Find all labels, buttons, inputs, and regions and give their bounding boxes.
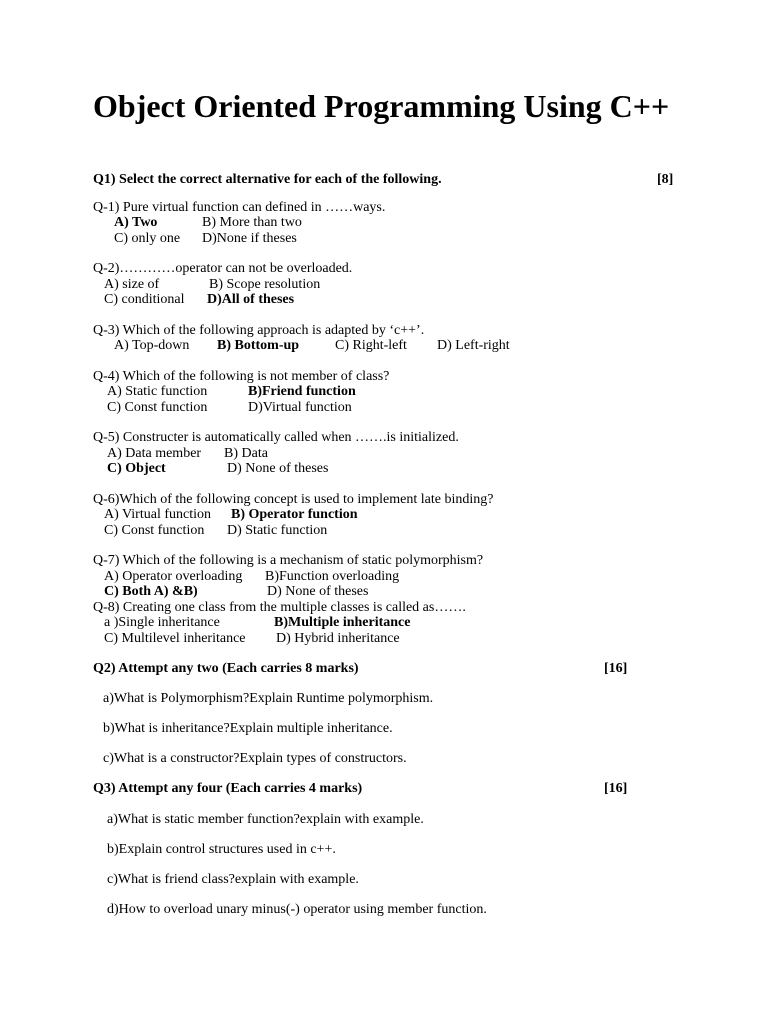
question-7-option-c: C) Both A) &B) — [104, 584, 198, 599]
q3-item-b: b)Explain control structures used in c++. — [107, 842, 336, 857]
question-5-option-c: C) Object — [107, 461, 166, 476]
q2-item-b: b)What is inheritance?Explain multiple inheritance. — [103, 721, 393, 736]
question-1-text: Q-1) Pure virtual function can defined in ……ways. — [93, 200, 386, 215]
question-2-option-a: A) size of — [104, 277, 160, 292]
q2-marks: [16] — [604, 661, 628, 676]
question-8-option-b: B)Multiple inheritance — [274, 615, 411, 630]
question-8-text: Q-8) Creating one class from the multiple classes is called as……. — [93, 600, 466, 615]
question-8-option-c: C) Multilevel inheritance — [104, 631, 246, 646]
question-4-option-d: D)Virtual function — [248, 400, 352, 415]
question-4-option-a: A) Static function — [107, 384, 208, 399]
q2-item-a: a)What is Polymorphism?Explain Runtime polymorphism. — [103, 691, 434, 706]
question-2-option-d: D)All of theses — [207, 292, 295, 307]
question-3-option-b: B) Bottom-up — [217, 338, 300, 353]
question-5-option-d: D) None of theses — [227, 461, 329, 476]
question-5-option-b: B) Data — [224, 446, 268, 461]
question-8-option-d: D) Hybrid inheritance — [276, 631, 400, 646]
question-7-option-a: A) Operator overloading — [104, 569, 243, 584]
question-2-option-c: C) conditional — [104, 292, 185, 307]
q2-heading: Q2) Attempt any two (Each carries 8 marks) — [93, 661, 359, 676]
question-2-option-b: B) Scope resolution — [209, 277, 321, 292]
question-1-option-c: C) only one — [114, 231, 181, 246]
question-4-text: Q-4) Which of the following is not member of class? — [93, 369, 390, 384]
q3-item-a: a)What is static member function?explain with example. — [107, 812, 424, 827]
question-5-text: Q-5) Constructer is automatically called when …….is initialized. — [93, 430, 459, 445]
question-6-option-c: C) Const function — [104, 523, 205, 538]
question-7-option-d: D) None of theses — [267, 584, 369, 599]
q3-item-d: d)How to overload unary minus(-) operator using member function. — [107, 902, 487, 917]
question-4-option-b: B)Friend function — [248, 384, 356, 399]
question-3-option-a: A) Top-down — [114, 338, 190, 353]
question-5-option-a: A) Data member — [107, 446, 202, 461]
question-6-text: Q-6)Which of the following concept is used to implement late binding? — [93, 492, 494, 507]
question-1-option-b: B) More than two — [202, 215, 302, 230]
question-3-text: Q-3) Which of the following approach is adapted by ‘c++’. — [93, 323, 425, 338]
question-6-option-d: D) Static function — [227, 523, 328, 538]
q3-heading: Q3) Attempt any four (Each carries 4 marks) — [93, 781, 363, 796]
question-3-option-d: D) Left-right — [437, 338, 510, 353]
q1-heading: Q1) Select the correct alternative for each of the following. — [93, 172, 442, 187]
q3-marks: [16] — [604, 781, 628, 796]
question-1-option-d: D)None if theses — [202, 231, 297, 246]
question-8-option-a: a )Single inheritance — [104, 615, 220, 630]
document-title: Object Oriented Programming Using C++ — [93, 88, 670, 124]
question-7-option-b: B)Function overloading — [265, 569, 400, 584]
q1-marks: [8] — [657, 172, 674, 187]
question-4-option-c: C) Const function — [107, 400, 208, 415]
question-6-option-a: A) Virtual function — [104, 507, 211, 522]
question-3-option-c: C) Right-left — [335, 338, 407, 353]
q3-item-c: c)What is friend class?explain with example. — [107, 872, 359, 887]
q2-item-c: c)What is a constructor?Explain types of constructors. — [103, 751, 407, 766]
question-7-text: Q-7) Which of the following is a mechanism of static polymorphism? — [93, 553, 484, 568]
question-2-text: Q-2)…………operator can not be overloaded. — [93, 261, 353, 276]
question-1-option-a: A) Two — [114, 215, 158, 230]
question-6-option-b: B) Operator function — [231, 507, 358, 522]
